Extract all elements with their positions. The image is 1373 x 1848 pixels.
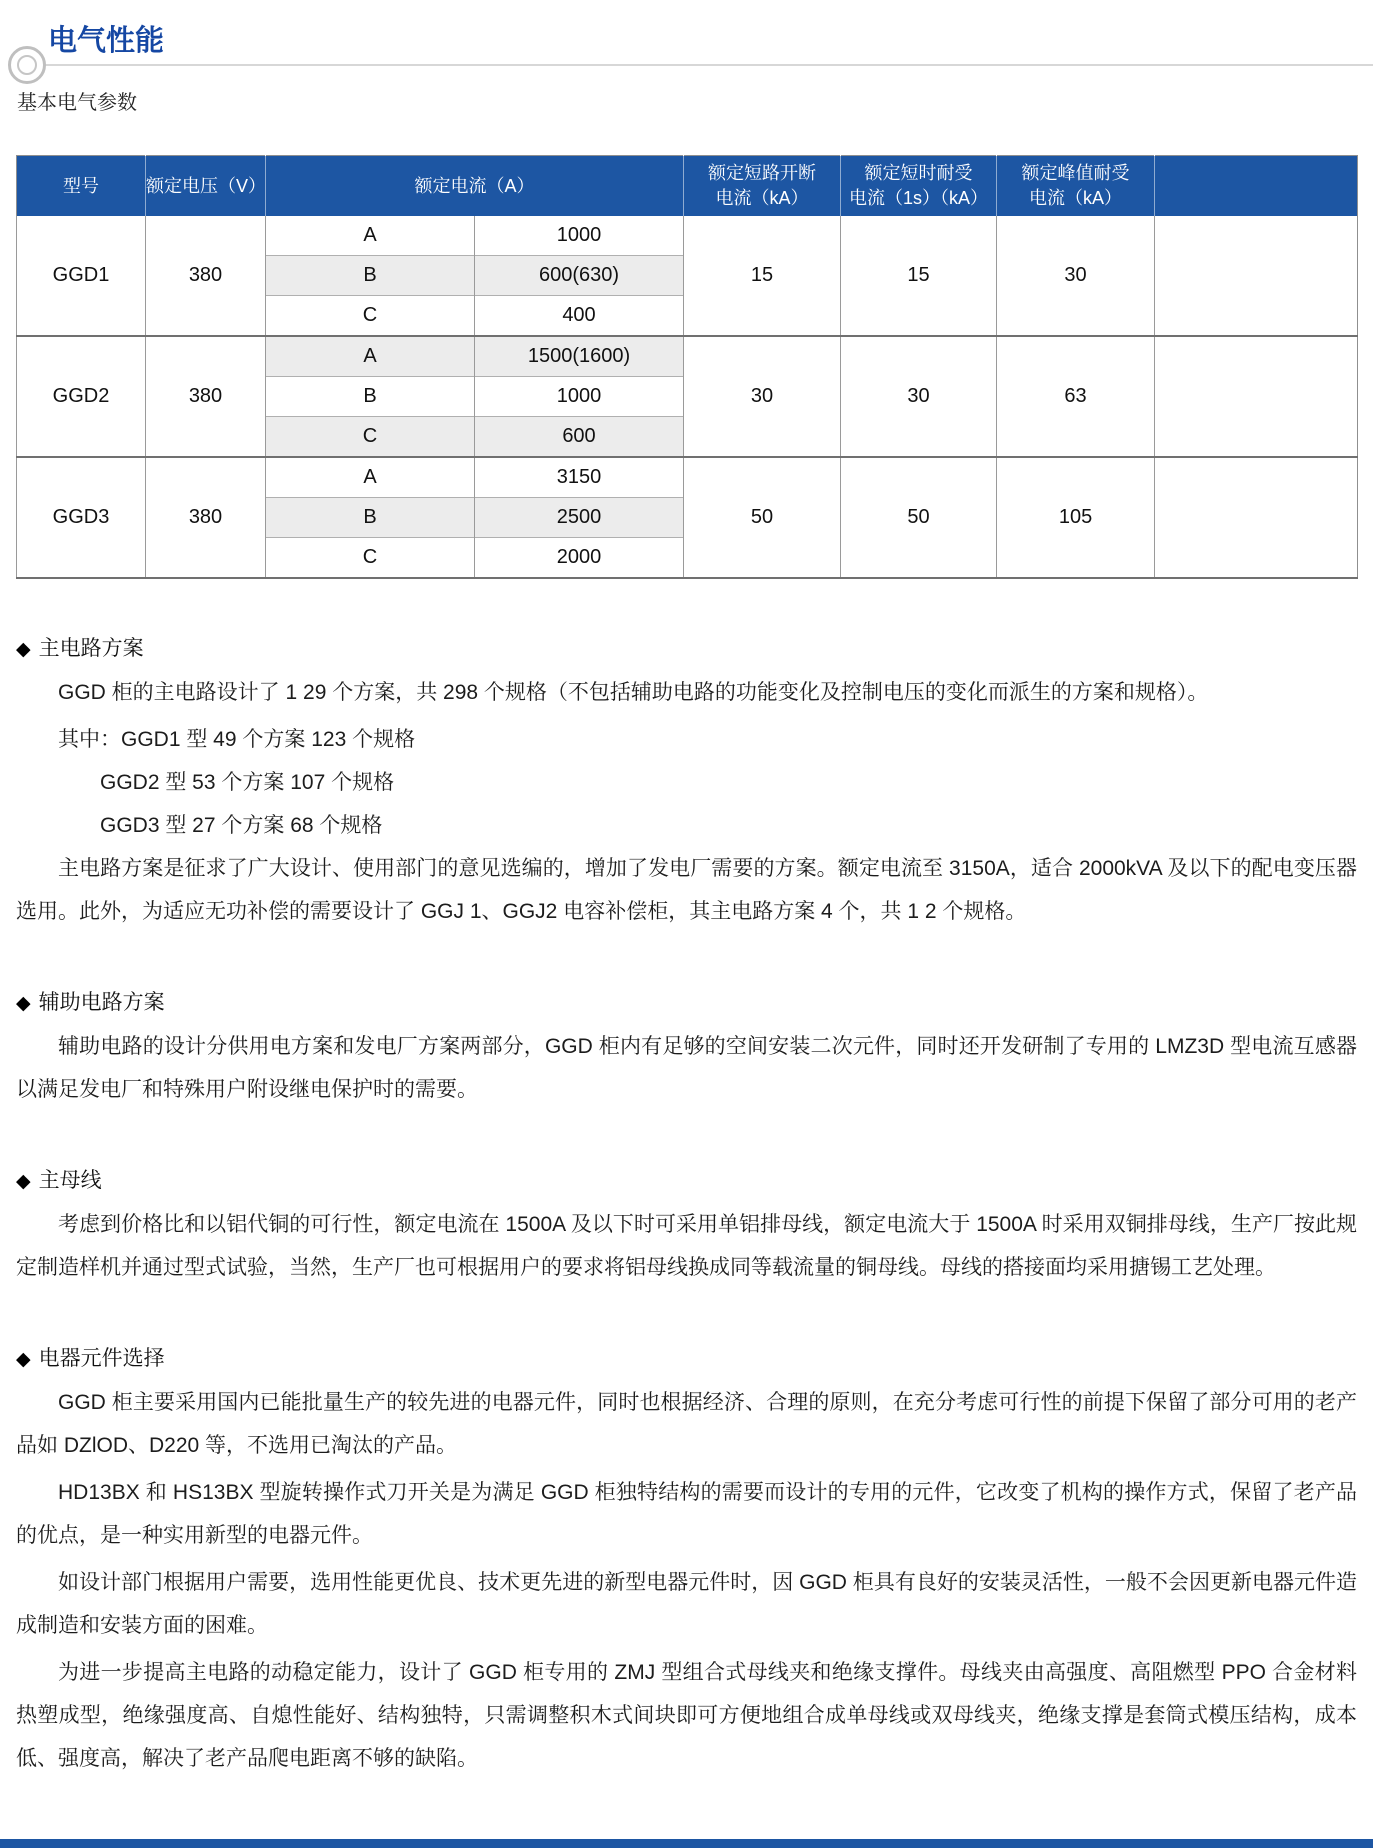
current-letter-cell: C	[266, 296, 475, 337]
bottom-accent-bar	[0, 1839, 1373, 1848]
current-letter-cell: B	[266, 377, 475, 417]
paragraph: GGD 柜的主电路设计了 1 29 个方案，共 298 个规格（不包括辅助电路的功能变化及控制电压的变化而派生的方案和规格）。	[58, 681, 1209, 704]
paragraph: GGD 柜主要采用国内已能批量生产的较先进的电器元件，同时也根据经济、合理的原则，在充分考虑可行性的前提下保留了部分可用的老产品如 DZlOD、D220 等，不选用已淘汰的产品。	[16, 1391, 1357, 1457]
trailing-empty-cell	[1155, 216, 1358, 336]
paragraph: 为进一步提高主电路的动稳定能力，设计了 GGD 柜专用的 ZMJ 型组合式母线夹和绝缘支撑件。母线夹由高强度、高阻燃型 PPO 合金材料热塑成型，绝缘强度高、自熄性能好、结构独特，只需调整积木式间块即可方便地组合成单母线或双母线夹，绝缘支撑是套筒式模压结构，成本低、强度高，解决了老产品爬电距离不够的缺陷。	[16, 1661, 1357, 1770]
col-header-peak-current: 额定峰值耐受 电流（kA）	[997, 156, 1155, 217]
electrical-parameters-table	[16, 155, 1358, 579]
current-letter-cell: A	[266, 457, 475, 498]
breaking-current-cell: 50	[684, 457, 841, 578]
section-main-busbar	[16, 1159, 1357, 1289]
current-value-cell: 1000	[475, 377, 684, 417]
current-value-cell: 1500(1600)	[475, 336, 684, 377]
section-title-text: 主母线	[38, 1169, 102, 1192]
current-letter-cell: B	[266, 498, 475, 538]
col-header-rated-current: 额定电流（A）	[266, 156, 684, 217]
table-header-row	[17, 156, 1358, 217]
section-title-text: 辅助电路方案	[38, 991, 165, 1014]
diamond-bullet-icon: ◆	[16, 993, 31, 1014]
voltage-cell: 380	[146, 457, 266, 578]
model-cell: GGD2	[17, 336, 146, 457]
diamond-bullet-icon: ◆	[16, 639, 31, 660]
paragraph: 如设计部门根据用户需要，选用性能更优良、技术更先进的新型电器元件时，因 GGD 柜具有良好的安装灵活性，一般不会因更新电器元件造成制造和安装方面的困难。	[16, 1571, 1357, 1637]
withstand-current-cell: 30	[841, 336, 997, 457]
col-header-withstand-current: 额定短时耐受 电流（1s）（kA）	[841, 156, 997, 217]
paragraph: 辅助电路的设计分供用电方案和发电厂方案两部分，GGD 柜内有足够的空间安装二次元件，同时还开发研制了专用的 LMZ3D 型电流互感器以满足发电厂和特殊用户附设继电保护时的需要。	[16, 1035, 1357, 1101]
scheme-line: GGD3 型 27 个方案 68 个规格	[100, 814, 383, 837]
table-caption: 基本电气参数	[17, 92, 137, 114]
current-value-cell: 3150	[475, 457, 684, 498]
diamond-bullet-icon: ◆	[16, 1171, 31, 1192]
col-header-model: 型号	[17, 156, 146, 217]
section-title	[16, 1159, 1357, 1203]
scheme-line: 其中：GGD1 型 49 个方案 123 个规格	[58, 728, 416, 751]
section-component-selection	[16, 1337, 1357, 1780]
table-row	[17, 336, 1358, 377]
current-letter-cell: A	[266, 336, 475, 377]
section-title	[16, 627, 1357, 671]
section-title-text: 主电路方案	[38, 637, 144, 660]
section-title	[16, 981, 1357, 1025]
ring-inner-icon	[17, 55, 37, 75]
current-value-cell: 600	[475, 417, 684, 458]
scheme-line: GGD2 型 53 个方案 107 个规格	[100, 771, 395, 794]
header-rule	[26, 64, 1373, 66]
model-cell: GGD3	[17, 457, 146, 578]
current-value-cell: 400	[475, 296, 684, 337]
section-title-text: 电器元件选择	[38, 1347, 165, 1370]
section-title	[16, 1337, 1357, 1381]
current-value-cell: 2500	[475, 498, 684, 538]
breaking-current-cell: 30	[684, 336, 841, 457]
model-cell: GGD1	[17, 216, 146, 336]
trailing-empty-cell	[1155, 336, 1358, 457]
trailing-empty-cell	[1155, 457, 1358, 578]
col-header-trailing-empty	[1155, 156, 1358, 217]
page-title: 电气性能	[48, 25, 165, 57]
voltage-cell: 380	[146, 336, 266, 457]
withstand-current-cell: 15	[841, 216, 997, 336]
col-header-breaking-current: 额定短路开断 电流（kA）	[684, 156, 841, 217]
withstand-current-cell: 50	[841, 457, 997, 578]
peak-current-cell: 30	[997, 216, 1155, 336]
table-row	[17, 457, 1358, 498]
breaking-current-cell: 15	[684, 216, 841, 336]
current-letter-cell: C	[266, 538, 475, 579]
current-letter-cell: B	[266, 256, 475, 296]
current-value-cell: 1000	[475, 216, 684, 256]
current-letter-cell: C	[266, 417, 475, 458]
peak-current-cell: 63	[997, 336, 1155, 457]
table-row	[17, 216, 1358, 256]
section-main-circuit	[16, 627, 1357, 933]
peak-current-cell: 105	[997, 457, 1155, 578]
current-value-cell: 600(630)	[475, 256, 684, 296]
current-letter-cell: A	[266, 216, 475, 256]
current-value-cell: 2000	[475, 538, 684, 579]
section-auxiliary-circuit	[16, 981, 1357, 1111]
voltage-cell: 380	[146, 216, 266, 336]
paragraph: HD13BX 和 HS13BX 型旋转操作式刀开关是为满足 GGD 柜独特结构的需要而设计的专用的元件，它改变了机构的操作方式，保留了老产品的优点，是一种实用新型的电器元件。	[16, 1481, 1357, 1547]
ring-decoration-icon	[8, 46, 46, 84]
paragraph: 考虑到价格比和以铝代铜的可行性，额定电流在 1500A 及以下时可采用单铝排母线，额定电流大于 1500A 时采用双铜排母线，生产厂按此规定制造样机并通过型式试验，当然，生产厂也可根据用户的要求将铝母线换成同等载流量的铜母线。母线的搭接面均采用搪锡工艺处理。	[16, 1213, 1357, 1279]
col-header-rated-voltage: 额定电压（V）	[146, 156, 266, 217]
diamond-bullet-icon: ◆	[16, 1349, 31, 1370]
paragraph: 主电路方案是征求了广大设计、使用部门的意见选编的，增加了发电厂需要的方案。额定电流至 3150A，适合 2000kVA 及以下的配电变压器选用。此外，为适应无功补偿的需要设计了 GGJ 1、GGJ2 电容补偿柜，其主电路方案 4 个，共 1 2 个规格。	[16, 857, 1357, 923]
masthead	[16, 0, 1357, 155]
